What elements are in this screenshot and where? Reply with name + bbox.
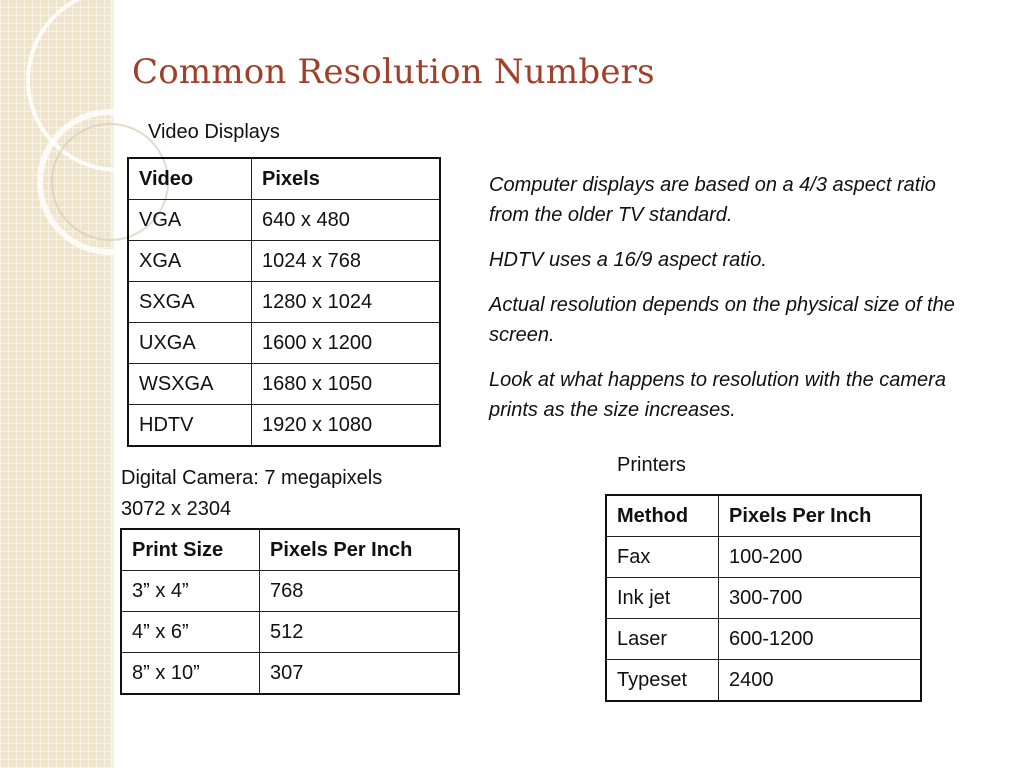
print-size-cell: 3” x 4” (121, 571, 260, 612)
pixels-cell: 1600 x 1200 (252, 323, 441, 364)
pixels-cell: 1280 x 1024 (252, 282, 441, 323)
notes-block (489, 170, 959, 440)
pixels-cell: 1680 x 1050 (252, 364, 441, 405)
table-header-row (606, 495, 921, 537)
table-header-row (128, 158, 440, 200)
note-hdtv: HDTV uses a 16/9 aspect ratio. (489, 249, 767, 271)
video-resolution-table (127, 157, 441, 447)
table-row (121, 653, 459, 695)
column-header-pixels-per-inch: Pixels Per Inch (719, 495, 922, 537)
table-row (121, 571, 459, 612)
ppi-cell: 100-200 (719, 537, 922, 578)
table-row (128, 200, 440, 241)
ppi-cell: 307 (260, 653, 460, 695)
table-row (606, 660, 921, 702)
pixels-cell: 1920 x 1080 (252, 405, 441, 447)
video-displays-label: Video Displays (148, 121, 280, 143)
table-row (128, 282, 440, 323)
ppi-cell: 300-700 (719, 578, 922, 619)
method-cell: Ink jet (606, 578, 719, 619)
printers-table (605, 494, 922, 702)
column-header-pixels: Pixels (252, 158, 441, 200)
method-cell: Fax (606, 537, 719, 578)
video-standard-cell: SXGA (128, 282, 252, 323)
table-row (121, 612, 459, 653)
method-cell: Typeset (606, 660, 719, 702)
video-standard-cell: XGA (128, 241, 252, 282)
note-aspect-ratio: Computer displays are based on a 4/3 aspect ratio from the older TV standard. (489, 174, 936, 226)
table-row (606, 578, 921, 619)
ppi-cell: 768 (260, 571, 460, 612)
table-row (128, 241, 440, 282)
note-camera-prints: Look at what happens to resolution with the camera prints as the size increases. (489, 369, 946, 421)
printers-label: Printers (617, 454, 686, 476)
video-standard-cell: VGA (128, 200, 252, 241)
print-size-cell: 8” x 10” (121, 653, 260, 695)
note-physical-size: Actual resolution depends on the physical size of the screen. (489, 294, 955, 346)
table-row (128, 364, 440, 405)
column-header-method: Method (606, 495, 719, 537)
camera-label-line2: 3072 x 2304 (121, 498, 232, 520)
video-standard-cell: HDTV (128, 405, 252, 447)
method-cell: Laser (606, 619, 719, 660)
column-header-pixels-per-inch: Pixels Per Inch (260, 529, 460, 571)
table-row (128, 405, 440, 447)
pixels-cell: 640 x 480 (252, 200, 441, 241)
table-row (606, 619, 921, 660)
table-row (128, 323, 440, 364)
print-size-cell: 4” x 6” (121, 612, 260, 653)
camera-label-line1: Digital Camera: 7 megapixels (121, 467, 383, 489)
camera-print-table (120, 528, 460, 695)
ppi-cell: 512 (260, 612, 460, 653)
video-standard-cell: UXGA (128, 323, 252, 364)
slide-title: Common Resolution Numbers (132, 52, 655, 92)
ppi-cell: 600-1200 (719, 619, 922, 660)
column-header-video: Video (128, 158, 252, 200)
video-standard-cell: WSXGA (128, 364, 252, 405)
ppi-cell: 2400 (719, 660, 922, 702)
column-header-print-size: Print Size (121, 529, 260, 571)
table-header-row (121, 529, 459, 571)
pixels-cell: 1024 x 768 (252, 241, 441, 282)
table-row (606, 537, 921, 578)
